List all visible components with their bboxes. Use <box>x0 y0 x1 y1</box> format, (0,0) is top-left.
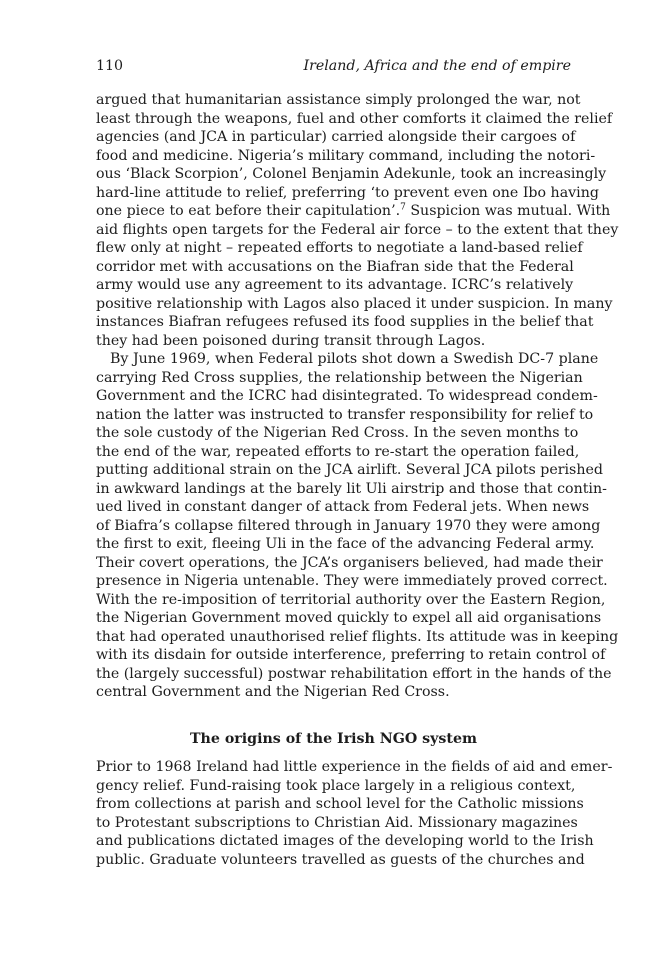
text-line: nation the latter was instructed to transfer responsibility for relief to <box>96 406 594 423</box>
text-line: from collections at parish and school level for the Catholic missions <box>96 796 584 812</box>
running-header <box>96 56 571 76</box>
text-line: instances Biafran refugees refused its food supplies in the belief that <box>96 314 594 330</box>
text-line: corridor met with accusations on the Biafran side that the Federal <box>96 258 574 275</box>
text-line: in awkward landings at the barely lit Uli airstrip and those that contin- <box>96 480 607 497</box>
text-line: and publications dictated images of the developing world to the Irish <box>96 833 594 849</box>
text-line: the end of the war, repeated efforts to re-start the operation failed, <box>96 443 580 460</box>
text-line: agencies (and JCA in particular) carried alongside their cargoes of <box>96 129 576 145</box>
text-line-with-note <box>96 202 611 221</box>
paragraph-2 <box>96 350 619 702</box>
text-line: With the re-imposition of territorial authority over the Eastern Region, <box>96 591 606 608</box>
section-heading: The origins of the Irish NGO system <box>190 730 477 747</box>
paragraph-3 <box>96 758 613 869</box>
text-line: army would use any agreement to its advantage. ICRC’s relatively <box>96 277 574 293</box>
text-line: ous ‘Black Scorpion’, Colonel Benjamin Adekunle, took an increasingly <box>96 166 607 182</box>
text-line: the sole custody of the Nigerian Red Cross. In the seven months to <box>96 425 579 441</box>
running-title: Ireland, Africa and the end of empire <box>303 58 571 74</box>
text-line: the first to exit, fleeing Uli in the face of the advancing Federal army. <box>96 536 595 552</box>
text-line: with its disdain for outside interference, preferring to retain control of <box>96 647 606 663</box>
text-line: central Government and the Nigerian Red Cross. <box>96 684 450 700</box>
body-text <box>96 91 619 869</box>
text-line: least through the weapons, fuel and other comforts it claimed the relief <box>96 110 613 127</box>
text-line: the (largely successful) postwar rehabilitation effort in the hands of the <box>96 665 612 682</box>
text-line: By June 1969, when Federal pilots shot down a Swedish DC-7 plane <box>110 351 599 367</box>
text-line: argued that humanitarian assistance simply prolonged the war, not <box>96 92 581 108</box>
text-line: that had operated unauthorised relief flights. Its attitude was in keeping <box>96 628 619 645</box>
text-line: Their covert operations, the JCA’s organisers believed, had made their <box>96 554 603 571</box>
text-line: the Nigerian Government moved quickly to expel all aid organisations <box>96 610 602 626</box>
text-line: carrying Red Cross supplies, the relationship between the Nigerian <box>96 369 583 386</box>
page-number: 110 <box>96 58 124 74</box>
text-line: they had been poisoned during transit through Lagos. <box>96 332 486 349</box>
text-line: aid flights open targets for the Federal air force – to the extent that they <box>96 221 619 238</box>
text-line: ued lived in constant danger of attack from Federal jets. When news <box>96 499 590 515</box>
text-line: public. Graduate volunteers travelled as guests of the churches and <box>96 851 585 868</box>
text-line: putting additional strain on the JCA airlift. Several JCA pilots perished <box>96 462 603 478</box>
text-line: food and medicine. Nigeria’s military command, including the notori- <box>96 147 596 164</box>
text-line: hard-line attitude to relief, preferring ‘to prevent even one Ibo having <box>96 184 599 201</box>
note-line-before: one piece to eat before their capitulation’. <box>96 203 401 219</box>
text-line: Prior to 1968 Ireland had little experience in the fields of aid and emer- <box>96 759 613 775</box>
text-line: positive relationship with Lagos also placed it under suspicion. In many <box>96 295 613 312</box>
text-line: of Biafra’s collapse filtered through in January 1970 they were among <box>96 517 601 534</box>
footnote-reference: 7 <box>400 202 406 213</box>
note-line-after: Suspicion was mutual. With <box>405 203 611 219</box>
text-line: Government and the ICRC had disintegrated. To widespread condem- <box>96 388 598 404</box>
paragraph-1 <box>96 91 619 350</box>
text-line: to Protestant subscriptions to Christian Aid. Missionary magazines <box>96 814 578 831</box>
text-line: flew only at night – repeated efforts to negotiate a land-based relief <box>96 240 583 256</box>
text-line: gency relief. Fund-raising took place largely in a religious context, <box>96 777 576 794</box>
text-line: presence in Nigeria untenable. They were immediately proved correct. <box>96 573 608 589</box>
